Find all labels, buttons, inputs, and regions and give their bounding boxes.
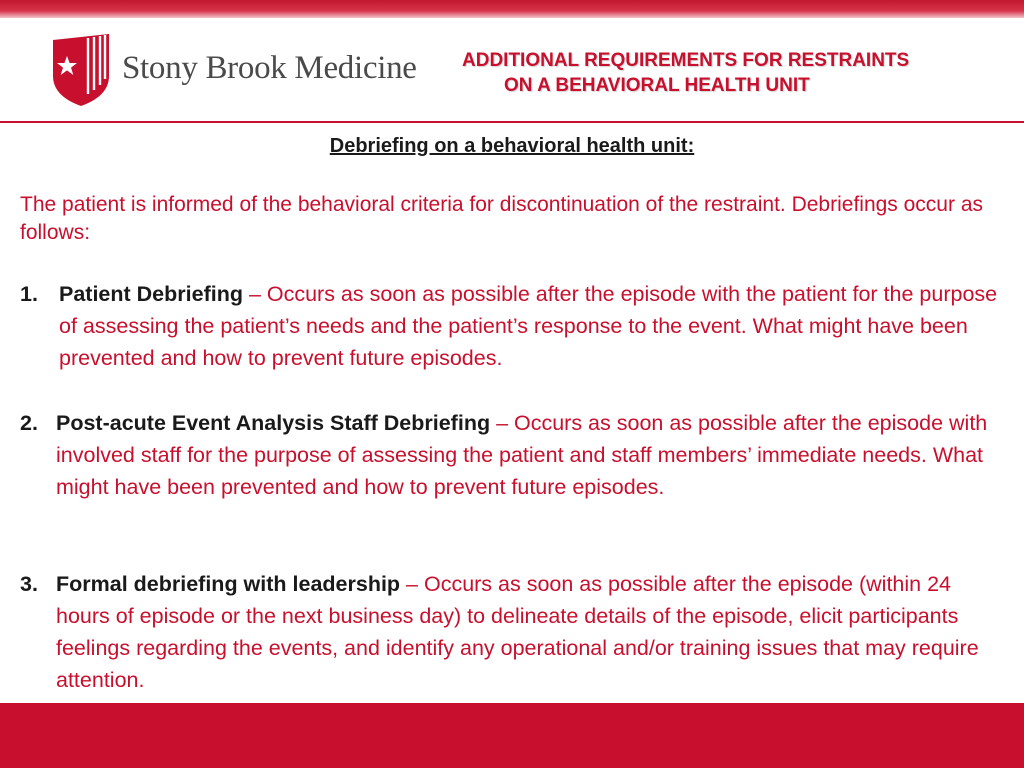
list-item-patient-debriefing: [20, 278, 1010, 374]
list-item-leadership-debriefing: [20, 568, 1010, 696]
top-accent-band: [0, 0, 1024, 18]
slide-title-line-1: ADDITIONAL REQUIREMENTS FOR RESTRAINTS: [462, 50, 910, 71]
stony-brook-medicine-logo: [50, 32, 450, 108]
section-heading: Debriefing on a behavioral health unit:: [329, 135, 695, 157]
list-item-text: [56, 407, 1010, 503]
list-item-number: 3.: [20, 572, 38, 596]
list-item-description: – Occurs as soon as possible after the episode (within 24 hours of episode or the next business day) to delineate details of the episode, elicit participants feelings regarding the events, and identify any operational and/or training issues that may require attention.: [56, 572, 979, 692]
list-item-term: Post-acute Event Analysis Staff Debriefing: [56, 411, 491, 435]
list-item-term: Formal debriefing with leadership: [56, 572, 401, 596]
list-item-number: 2.: [20, 411, 38, 435]
list-item-text: [56, 568, 1010, 696]
list-item-text: [59, 278, 1010, 374]
list-item-description: – Occurs as soon as possible after the episode with the patient for the purpose of assessing the patient’s needs and the patient’s response to the event. What might have been prevented and how to prevent future episodes.: [59, 282, 998, 370]
list-item-description: – Occurs as soon as possible after the episode with involved staff for the purpose of assessing the patient and staff members’ immediate needs. What might have been prevented and how to prevent future episodes.: [56, 411, 988, 499]
logo-wordmark: Stony Brook Medicine: [122, 50, 417, 86]
shield-star-icon: [50, 32, 112, 106]
list-item-term: Patient Debriefing: [59, 282, 243, 306]
intro-paragraph: The patient is informed of the behavioral criteria for discontinuation of the restraint. Debriefings occur as follows:: [20, 193, 983, 244]
slide-header: [0, 18, 1024, 122]
list-item-number: 1.: [20, 282, 38, 306]
list-item-staff-debriefing: [20, 407, 1010, 503]
slide-title-line-2: ON A BEHAVIORAL HEALTH UNIT: [504, 75, 810, 96]
footer-band: [0, 703, 1024, 768]
slide-body: [0, 123, 1024, 703]
slide-title: [462, 48, 1012, 98]
